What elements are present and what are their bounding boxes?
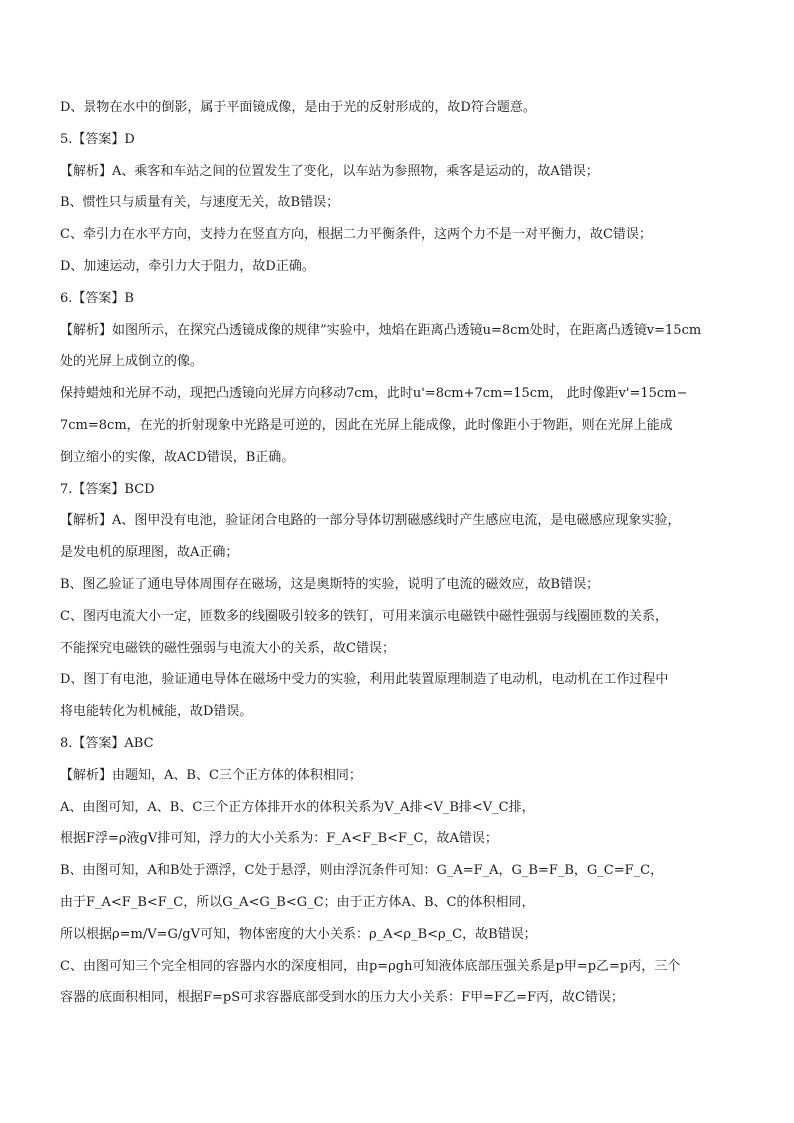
text-line: 【解析】A、图甲没有电池，验证闭合电路的一部分导体切割磁感线时产生感应电流，是电磁感应现象实验， [60, 513, 681, 529]
text-line: 由于F_A<F_B<F_C，所以G_A<G_B<G_C；由于正方体A、B、C的体积相同， [60, 894, 535, 910]
text-line: 【解析】A、乘客和车站之间的位置发生了变化，以车站为参照物，乘客是运动的，故A错误； [60, 163, 599, 179]
text-line: 倒立缩小的实像，故ACD错误，B正确。 [60, 449, 295, 465]
text-line: 是发电机的原理图，故A正确； [60, 545, 239, 561]
text-line: B、由图可知，A和B处于漂浮，C处于悬浮，则由浮沉条件可知：G_A=F_A，G_B=F_B，G_C=F_C， [60, 863, 664, 879]
text-line: 根据F浮=ρ液gV排可知，浮力的大小关系为：F_A<F_B<F_C，故A错误； [60, 831, 498, 847]
text-line: C、由图可知三个完全相同的容器内水的深度相同，由p=ρgh可知液体底部压强关系是p甲=p乙=p丙，三个 [60, 958, 681, 974]
answer-heading: 7.【答案】BCD [60, 481, 155, 497]
answer-heading: 8.【答案】ABC [60, 735, 154, 751]
text-line: 【解析】由题知，A、B、C三个正方体的体积相同； [60, 767, 362, 783]
text-line: 所以根据ρ=m/V=G/gV可知，物体密度的大小关系：ρ_A<ρ_B<ρ_C，故B错误； [60, 926, 537, 942]
text-line: C、牵引力在水平方向，支持力在竖直方向，根据二力平衡条件，这两个力不是一对平衡力，故C错误； [60, 227, 652, 243]
text-line: 7cm=8cm，在光的折射现象中光路是可逆的，因此在光屏上能成像，此时像距小于物距，则在光屏上能成 [60, 417, 673, 433]
text-line: 容器的底面积相同，根据F=pS可求容器底部受到水的压力大小关系：F甲=F乙=F丙，故C错误； [60, 990, 624, 1006]
text-line: 保持蜡烛和光屏不动，现把凸透镜向光屏方向移动7cm，此时u'=8cm+7cm=15cm， 此时像距v'=15cm− [60, 386, 688, 402]
document-body [60, 98, 736, 1020]
answer-heading: 6.【答案】B [60, 290, 134, 306]
answer-heading: 5.【答案】D [60, 131, 135, 147]
text-line: D、加速运动，牵引力大于阻力，故D正确。 [60, 258, 315, 274]
text-line: 不能探究电磁铁的磁性强弱与电流大小的关系，故C错误； [60, 640, 395, 656]
text-line: C、图丙电流大小一定，匝数多的线圈吸引较多的铁钉，可用来演示电磁铁中磁性强弱与线圈匝数的关系， [60, 608, 668, 624]
text-line: B、惯性只与质量有关，与速度无关，故B错误； [60, 195, 340, 211]
text-line: D、图丁有电池，验证通电导体在磁场中受力的实验，利用此装置原理制造了电动机，电动机在工作过程中 [60, 672, 669, 688]
text-line: D、景物在水中的倒影，属于平面镜成像，是由于光的反射形成的，故D符合题意。 [60, 100, 536, 115]
text-line: 处的光屏上成倒立的像。 [60, 354, 204, 370]
text-line: A、由图可知，A、B、C三个正方体排开水的体积关系为V_A排<V_B排<V_C排， [60, 799, 535, 815]
text-line: 【解析】如图所示，在探究凸透镜成像的规律”实验中，烛焰在距离凸透镜u=8cm处时，在距离凸透镜v=15cm [60, 322, 702, 338]
text-line: 将电能转化为机械能，故D错误。 [60, 704, 253, 720]
text-line: B、图乙验证了通电导体周围存在磁场，这是奥斯特的实验，说明了电流的磁效应，故B错误； [60, 576, 600, 592]
